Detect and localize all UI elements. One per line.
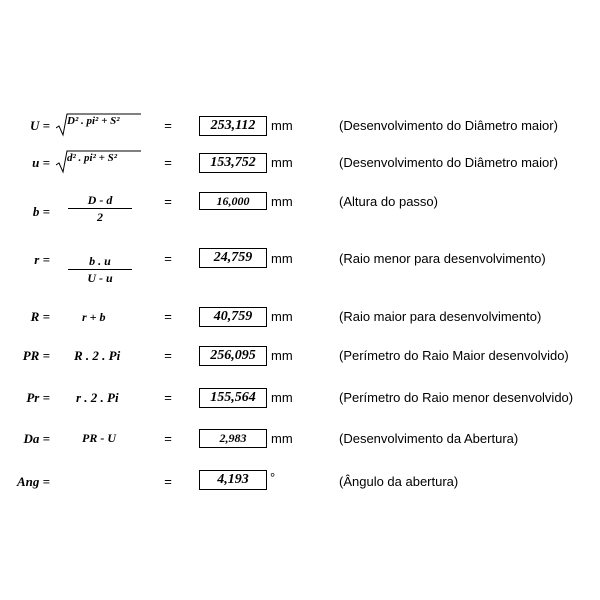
equals-sign: = — [164, 390, 172, 405]
lhs-label: b = — [32, 204, 50, 219]
row-U — [0, 113, 600, 143]
numerator: D - d — [87, 193, 113, 207]
lhs-label: PR = — [22, 348, 50, 363]
formula-text: r + b — [82, 310, 106, 324]
formula-text: r . 2 . Pi — [76, 390, 119, 405]
row-Da — [0, 427, 600, 457]
row-u — [0, 150, 600, 180]
equals-sign: = — [164, 194, 172, 209]
equals-sign: = — [164, 348, 172, 363]
result-value: 256,095 — [199, 346, 267, 366]
equals-sign: = — [164, 474, 172, 489]
lhs-label: Da = — [23, 431, 50, 446]
description: (Perímetro do Raio Maior desenvolvido) — [339, 348, 569, 363]
formula-text: D² . pi² + S² — [67, 115, 120, 127]
row-Pr — [0, 387, 600, 417]
equals-sign: = — [164, 251, 172, 266]
unit-label: mm — [271, 251, 293, 266]
lhs-label: Pr = — [26, 390, 50, 405]
unit-label: mm — [271, 118, 293, 133]
denominator: 2 — [97, 210, 103, 224]
description: (Desenvolvimento do Diâmetro maior) — [339, 118, 558, 133]
result-value: 24,759 — [199, 248, 267, 268]
description: (Desenvolvimento da Abertura) — [339, 431, 519, 446]
formula-text: d² . pi² + S² — [67, 152, 118, 164]
unit-label: mm — [271, 155, 293, 170]
formula-text: R . 2 . Pi — [74, 348, 121, 363]
row-r — [0, 250, 600, 285]
unit-label: mm — [271, 309, 293, 324]
result-value: 155,564 — [199, 388, 267, 408]
result-value: 153,752 — [199, 153, 267, 173]
unit-label: mm — [271, 194, 293, 209]
denominator: U - u — [87, 271, 113, 285]
fraction-formula — [66, 192, 134, 225]
result-value: 2,983 — [199, 429, 267, 448]
row-Ang — [0, 469, 600, 499]
numerator: b . u — [89, 254, 111, 268]
fraction-formula — [66, 253, 134, 286]
lhs-label: r = — [34, 252, 50, 267]
equals-sign: = — [164, 309, 172, 324]
unit-label: mm — [271, 431, 293, 446]
row-b — [0, 192, 600, 222]
formula-text: PR - U — [82, 431, 116, 445]
equals-sign: = — [164, 118, 172, 133]
description: (Perímetro do Raio menor desenvolvido) — [339, 390, 574, 405]
description: (Altura do passo) — [339, 194, 438, 209]
unit-label: mm — [271, 390, 293, 405]
lhs-label: R = — [30, 309, 50, 324]
lhs-label: u = — [32, 155, 50, 170]
unit-label: ° — [270, 470, 276, 485]
unit-label: mm — [271, 348, 293, 363]
row-PR — [0, 345, 600, 375]
description: (Desenvolvimento do Diâmetro maior) — [339, 155, 558, 170]
row-R — [0, 307, 600, 337]
description: (Ângulo da abertura) — [339, 474, 459, 489]
result-value: 16,000 — [199, 192, 267, 210]
lhs-label: U = — [29, 118, 50, 133]
description: (Raio menor para desenvolvimento) — [339, 251, 546, 266]
lhs-label: Ang = — [16, 474, 50, 489]
equals-sign: = — [164, 155, 172, 170]
result-value: 253,112 — [199, 116, 267, 136]
result-value: 4,193 — [199, 470, 267, 490]
result-value: 40,759 — [199, 307, 267, 327]
equals-sign: = — [164, 431, 172, 446]
description: (Raio maior para desenvolvimento) — [339, 309, 542, 324]
